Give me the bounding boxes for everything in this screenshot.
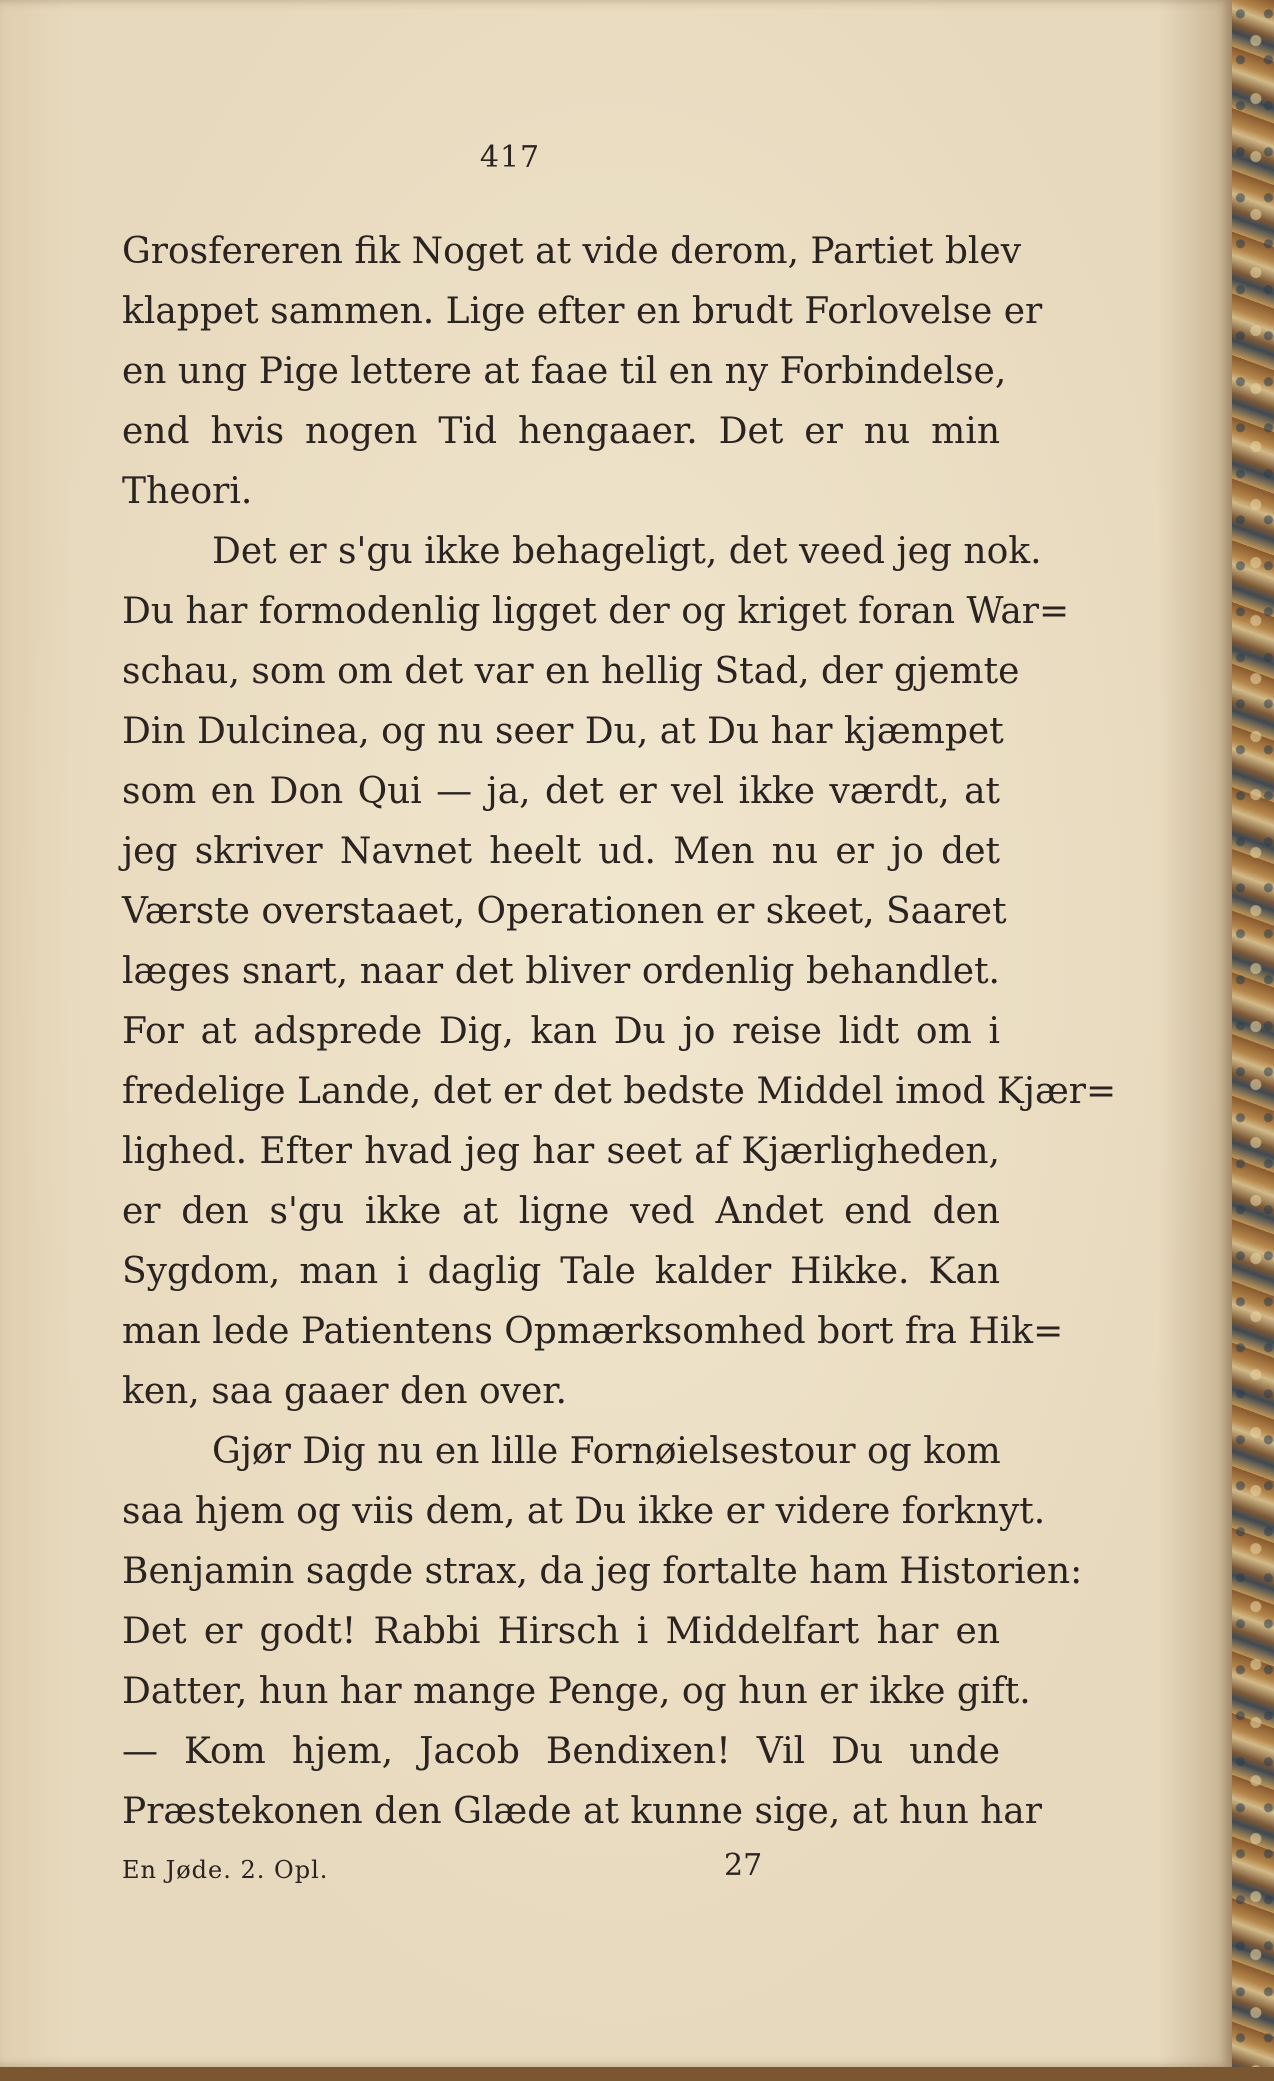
text-line: lighed. Efter hvad jeg har seet af Kjærligheden, — [122, 1131, 1000, 1172]
signature-mark: 27 — [724, 1848, 763, 1883]
page-bottom-edge — [0, 2067, 1274, 2081]
text-line: en ung Pige lettere at faae til en ny Forbindelse, — [122, 351, 1007, 392]
text-line: man lede Patientens Opmærksomhed bort fra Hik= — [122, 1311, 1064, 1352]
text-line: Grosfereren fik Noget at vide derom, Partiet blev — [122, 231, 1022, 272]
text-line: schau, som om det var en hellig Stad, der gjemte — [122, 651, 1020, 692]
text-line: Det er s'gu ikke behageligt, det veed jeg nok. — [212, 531, 1042, 572]
page-footer — [122, 1848, 1000, 1888]
text-line: Du har formodenlig ligget der og kriget foran War= — [122, 591, 1070, 632]
marbled-edge-pattern — [1232, 0, 1274, 2081]
text-line: Det er godt! Rabbi Hirsch i Middelfart har en — [122, 1611, 1000, 1652]
text-line: som en Don Qui — ja, det er vel ikke værdt, at — [122, 771, 1000, 812]
text-line: Datter, hun har mange Penge, og hun er ikke gift. — [122, 1671, 1031, 1712]
text-line: — Kom hjem, Jacob Bendixen! Vil Du unde — [122, 1731, 1000, 1772]
text-line: Gjør Dig nu en lille Fornøielsestour og kom — [212, 1431, 1001, 1472]
text-line: klappet sammen. Lige efter en brudt Forlovelse er — [122, 291, 1043, 332]
signature-line: En Jøde. 2. Opl. — [122, 1856, 329, 1884]
text-line: Præstekonen den Glæde at kunne sige, at hun har — [122, 1791, 1042, 1832]
text-line: fredelige Lande, det er det bedste Middel imod Kjær= — [122, 1071, 1117, 1112]
text-line: Sygdom, man i daglig Tale kalder Hikke. Kan — [122, 1251, 1000, 1292]
text-line: Værste overstaaet, Operationen er skeet, Saaret — [122, 891, 1007, 932]
page-number: 417 — [479, 140, 541, 175]
text-line: end hvis nogen Tid hengaaer. Det er nu min — [122, 411, 1000, 452]
text-line: læges snart, naar det bliver ordenlig behandlet. — [122, 951, 1000, 992]
text-line: Theori. — [122, 471, 253, 512]
text-line: er den s'gu ikke at ligne ved Andet end den — [122, 1191, 1000, 1232]
text-line: saa hjem og viis dem, at Du ikke er videre forknyt. — [122, 1491, 1046, 1532]
text-line: Din Dulcinea, og nu seer Du, at Du har kjæmpet — [122, 711, 1004, 752]
text-line: For at adsprede Dig, kan Du jo reise lidt om i — [122, 1011, 1000, 1052]
body-text — [122, 222, 1117, 1842]
text-line: ken, saa gaaer den over. — [122, 1371, 567, 1412]
text-line: jeg skriver Navnet heelt ud. Men nu er jo det — [122, 831, 1000, 872]
text-line: Benjamin sagde strax, da jeg fortalte ham Historien: — [122, 1551, 1083, 1592]
